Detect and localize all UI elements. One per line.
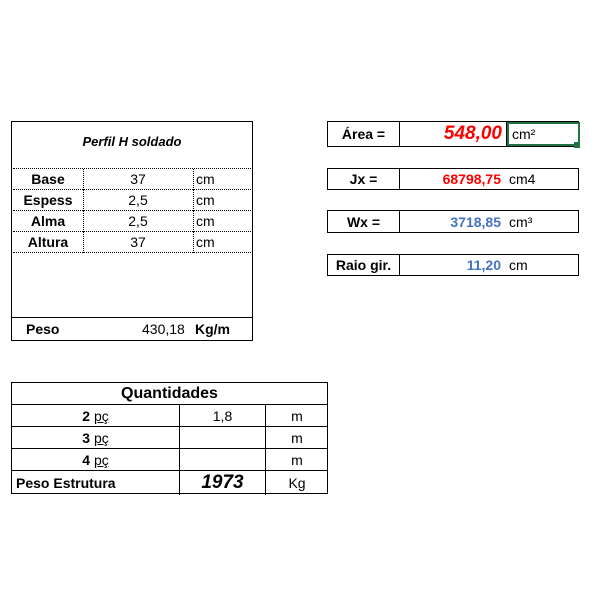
table-row	[12, 405, 327, 427]
total-row	[12, 471, 327, 495]
row-label: Alma	[30, 213, 66, 229]
length-unit: m	[291, 451, 303, 468]
length-unit: m	[291, 429, 303, 446]
jx-label: Jx =	[328, 169, 400, 189]
perfil-row-altura	[13, 232, 251, 253]
area-box	[327, 121, 579, 147]
jx-unit: cm4	[509, 171, 536, 187]
peso-row	[12, 319, 252, 339]
jx-value-cell[interactable]: 68798,75	[442, 171, 501, 187]
quantidades-table	[11, 382, 328, 494]
raio-value-cell[interactable]: 11,20	[466, 257, 501, 273]
pieces-cell	[12, 405, 180, 426]
perfil-row-alma	[13, 211, 251, 232]
pieces-number: 4	[82, 451, 90, 468]
pieces-number: 3	[82, 429, 90, 446]
pieces-number: 2	[82, 407, 90, 424]
peso-estrutura-unit: Kg	[288, 475, 306, 491]
wx-unit: cm³	[509, 213, 533, 230]
peso-estrutura-label: Peso Estrutura	[12, 471, 180, 495]
row-unit: cm	[196, 192, 215, 208]
length-value-cell[interactable]	[180, 427, 266, 448]
row-label: Base	[31, 171, 65, 187]
peso-estrutura-value-cell[interactable]: 1973	[180, 471, 266, 495]
pieces-unit: pç	[94, 429, 109, 446]
fill-handle[interactable]	[574, 142, 580, 148]
perfil-panel	[11, 121, 253, 341]
alma-value-cell[interactable]: 2,5	[128, 213, 148, 229]
length-unit: m	[291, 407, 303, 424]
row-label: Altura	[27, 234, 69, 250]
wx-value-cell[interactable]: 3718,85	[450, 213, 501, 230]
pieces-unit: pç	[94, 407, 109, 424]
wx-label: Wx =	[328, 211, 400, 232]
area-value-cell[interactable]: 548,00	[400, 122, 507, 146]
table-row	[12, 449, 327, 471]
length-value-cell[interactable]	[180, 449, 266, 470]
pieces-cell	[12, 427, 180, 448]
base-value-cell[interactable]: 37	[130, 171, 146, 187]
length-value-cell[interactable]: 1,8	[180, 405, 266, 426]
espess-value-cell[interactable]: 2,5	[128, 192, 148, 208]
dotted-divider	[13, 252, 251, 253]
row-unit: cm	[196, 171, 215, 187]
raio-label: Raio gir.	[328, 255, 400, 275]
perfil-row-espess	[13, 190, 251, 211]
altura-value-cell[interactable]: 37	[130, 234, 146, 250]
peso-unit: Kg/m	[195, 321, 230, 337]
jx-box	[327, 168, 579, 190]
perfil-title: Perfil H soldado	[82, 134, 182, 149]
area-unit: cm²	[512, 126, 536, 142]
peso-label: Peso	[26, 321, 60, 337]
perfil-row-base	[13, 169, 251, 190]
peso-value-cell[interactable]: 430,18	[142, 321, 185, 337]
wx-box	[327, 210, 579, 233]
pieces-unit: pç	[94, 451, 109, 468]
raio-unit: cm	[509, 257, 528, 273]
area-label: Área =	[328, 122, 400, 146]
row-label: Espess	[23, 192, 73, 208]
table-row	[12, 427, 327, 449]
area-unit-cell-selected[interactable]	[507, 122, 580, 146]
pieces-cell	[12, 449, 180, 470]
row-unit: cm	[196, 213, 215, 229]
raio-box	[327, 254, 579, 276]
quantidades-title: Quantidades	[12, 383, 327, 405]
row-unit: cm	[196, 234, 215, 250]
peso-divider	[12, 317, 252, 318]
